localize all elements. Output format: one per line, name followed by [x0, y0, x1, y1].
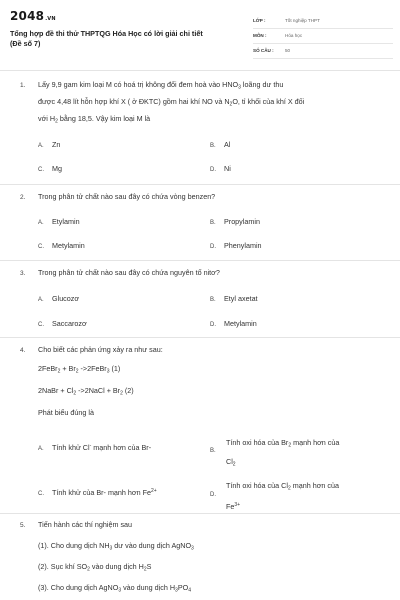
- question-number: 4.: [20, 347, 26, 354]
- option-b[interactable]: [210, 140, 230, 149]
- question-1: [0, 78, 400, 191]
- option-text: Etylamin: [52, 217, 80, 226]
- question-number: 2.: [20, 194, 26, 201]
- superscript: -: [89, 443, 92, 449]
- text-run: (2): [122, 386, 134, 395]
- option-c[interactable]: [38, 488, 157, 497]
- option-label: A.: [38, 143, 44, 149]
- text-run: mạnh hơn của: [290, 481, 339, 490]
- option-text: mạnh hơn của Br-: [91, 443, 152, 452]
- meta-class: [253, 16, 393, 29]
- question-text: Tiến hành các thí nghiệm sau: [38, 520, 133, 529]
- subscript: 3: [175, 587, 178, 594]
- option-label: D.: [210, 322, 216, 328]
- meta-subject-value: Hóa học: [285, 33, 303, 38]
- option-d[interactable]: [210, 164, 231, 173]
- option-text: Tính khử Cl: [52, 443, 90, 452]
- text-run: Tính oxi hóa của Cl: [226, 481, 288, 490]
- experiment-2: [38, 562, 151, 573]
- text-run: vào dung dịch H: [121, 583, 176, 592]
- subscript: 3: [109, 545, 113, 552]
- reaction-1: [38, 364, 120, 375]
- subscript: 3: [106, 368, 110, 375]
- reaction-2: [38, 386, 134, 397]
- subscript: 2: [232, 461, 236, 467]
- subscript: 2: [143, 566, 147, 573]
- option-label: D.: [210, 244, 216, 250]
- text-run: dư vào dung dịch AgNO: [112, 541, 192, 550]
- question-text: Trong phân tử chất nào sau đây có chứa vòng benzen?: [38, 192, 216, 201]
- question-text-line: [38, 112, 388, 129]
- option-text: Metylamin: [52, 241, 85, 250]
- text-run: (1). Cho dung dịch NH: [38, 541, 110, 550]
- option-text: Propylamin: [224, 217, 260, 226]
- text-run: (2). Sục khí SO: [38, 562, 88, 571]
- subscript: 2: [120, 390, 123, 397]
- text-run: 2FeBr: [38, 364, 58, 373]
- option-label: A.: [38, 297, 44, 303]
- text-run: O, tỉ khối của khí X đối: [232, 97, 305, 106]
- option-text: Ni: [224, 164, 231, 173]
- option-a[interactable]: [38, 140, 60, 149]
- subscript: 2: [55, 118, 58, 125]
- question-text-line: [38, 78, 388, 95]
- text-run: mạnh hơn của: [291, 438, 340, 447]
- meta-question-count-value: 50: [285, 48, 291, 53]
- option-label: B.: [210, 448, 216, 454]
- text-run: với H: [38, 114, 56, 123]
- document-title: [10, 29, 240, 48]
- question-stem: Phát biểu đúng là: [38, 408, 94, 417]
- divider: [0, 260, 400, 261]
- text-run: (1): [109, 364, 121, 373]
- text-run: + Br: [60, 364, 76, 373]
- question-text-line: [38, 95, 388, 112]
- option-c[interactable]: [38, 241, 85, 250]
- meta-subject-label: MÔN :: [253, 33, 267, 38]
- meta-class-label: LỚP :: [253, 18, 266, 23]
- divider: [0, 337, 400, 338]
- text-run: loãng dư thu: [240, 80, 284, 89]
- option-label: A.: [38, 446, 44, 452]
- divider: [0, 70, 400, 71]
- text-run: S: [146, 562, 152, 571]
- option-b[interactable]: [210, 435, 339, 472]
- option-a[interactable]: [38, 217, 80, 226]
- option-d[interactable]: [210, 319, 257, 328]
- option-a[interactable]: [38, 443, 151, 452]
- option-text: [226, 454, 339, 473]
- subscript: 2: [87, 566, 90, 573]
- option-c[interactable]: [38, 164, 62, 173]
- text-run: vào dung dịch H: [89, 562, 144, 571]
- option-a[interactable]: [38, 294, 79, 303]
- option-label: B.: [210, 297, 216, 303]
- option-label: C.: [38, 167, 44, 173]
- option-text: Saccarozơ: [52, 319, 87, 328]
- logo-suffix: .VN: [45, 16, 56, 22]
- option-label: A.: [38, 220, 44, 226]
- option-label: B.: [210, 220, 216, 226]
- question-4: [0, 343, 400, 513]
- option-text: [226, 435, 339, 454]
- text-run: Cl: [226, 456, 233, 466]
- option-label: D.: [210, 492, 216, 498]
- option-b[interactable]: [210, 294, 258, 303]
- page-header: [0, 0, 400, 70]
- question-number: 1.: [20, 82, 26, 89]
- divider: [0, 513, 400, 514]
- option-d[interactable]: [210, 478, 339, 515]
- option-d[interactable]: [210, 241, 262, 250]
- option-text: Etyl axetat: [224, 294, 258, 303]
- subscript: 2: [73, 390, 77, 397]
- option-label: C.: [38, 244, 44, 250]
- meta-question-count-label: SỐ CÂU :: [253, 48, 274, 53]
- subscript: 3: [191, 545, 194, 552]
- subscript: 2: [288, 442, 292, 449]
- experiment-3: [38, 583, 191, 594]
- site-logo[interactable]: [10, 9, 56, 23]
- option-text: [226, 497, 339, 515]
- text-run: Lấy 9,9 gam kim loại M có hoá trị không đổi đem hoà vào HNO: [38, 80, 239, 89]
- text-run: được 4,48 lít hỗn hợp khí X ( ở ĐKTC) gồm hai khí NO và N: [38, 97, 230, 106]
- document-meta: [253, 16, 393, 61]
- text-run: Tính oxi hóa của Br: [226, 438, 289, 447]
- superscript: 3+: [234, 501, 241, 508]
- document-title-line-1: Tổng hợp đề thi thử THPTQG Hóa Học có lời giải chi tiết: [10, 29, 203, 38]
- question-text: Trong phân tử chất nào sau đây có chứa nguyên tố nitơ?: [38, 268, 220, 277]
- divider: [0, 184, 400, 185]
- option-text: Metylamin: [224, 319, 257, 328]
- option-text: Al: [224, 140, 231, 149]
- question-3: [0, 266, 400, 334]
- option-text: Glucozơ: [52, 294, 80, 303]
- text-run: ->2FeBr: [78, 364, 107, 373]
- experiment-1: [38, 541, 194, 552]
- document-title-line-2: (Đề số 7): [10, 38, 41, 48]
- question-2: [0, 190, 400, 256]
- subscript: 3: [118, 587, 122, 594]
- subscript: 4: [188, 587, 191, 594]
- meta-question-count: [253, 46, 393, 59]
- question-text: [38, 78, 388, 129]
- option-text: Mg: [52, 164, 62, 173]
- text-run: 2NaBr + Cl: [38, 386, 74, 395]
- option-b[interactable]: [210, 217, 260, 226]
- option-label: C.: [38, 322, 44, 328]
- subscript: 2: [75, 368, 79, 375]
- question-number: 3.: [20, 270, 26, 277]
- option-c[interactable]: [38, 319, 87, 328]
- question-text: Cho biết các phản ứng xảy ra như sau:: [38, 345, 163, 354]
- meta-class-value: Tốt nghiệp THPT: [285, 18, 320, 23]
- text-run: ->2NaCl + Br: [76, 386, 121, 395]
- option-text: Tính khử của Br- mạnh hơn Fe: [52, 488, 152, 497]
- logo-text: 2048: [10, 9, 45, 23]
- subscript: 3: [238, 84, 241, 91]
- option-label: B.: [210, 143, 216, 149]
- superscript: 2+: [151, 488, 157, 494]
- question-5: [0, 518, 400, 600]
- option-text: Zn: [52, 140, 61, 149]
- question-number: 5.: [20, 522, 26, 529]
- text-run: Fe: [226, 501, 235, 511]
- subscript: 2: [287, 485, 291, 492]
- text-run: (3). Cho dung dịch AgNO: [38, 583, 119, 592]
- option-label: D.: [210, 167, 216, 173]
- option-text: Phenylamin: [224, 241, 262, 250]
- subscript: 2: [229, 101, 233, 108]
- text-run: PO: [177, 583, 189, 592]
- option-text: [226, 478, 339, 497]
- subscript: 2: [57, 368, 61, 375]
- text-run: bằng 18,5. Vậy kim loại M là: [57, 114, 151, 123]
- option-label: C.: [38, 491, 44, 497]
- meta-subject: [253, 31, 393, 44]
